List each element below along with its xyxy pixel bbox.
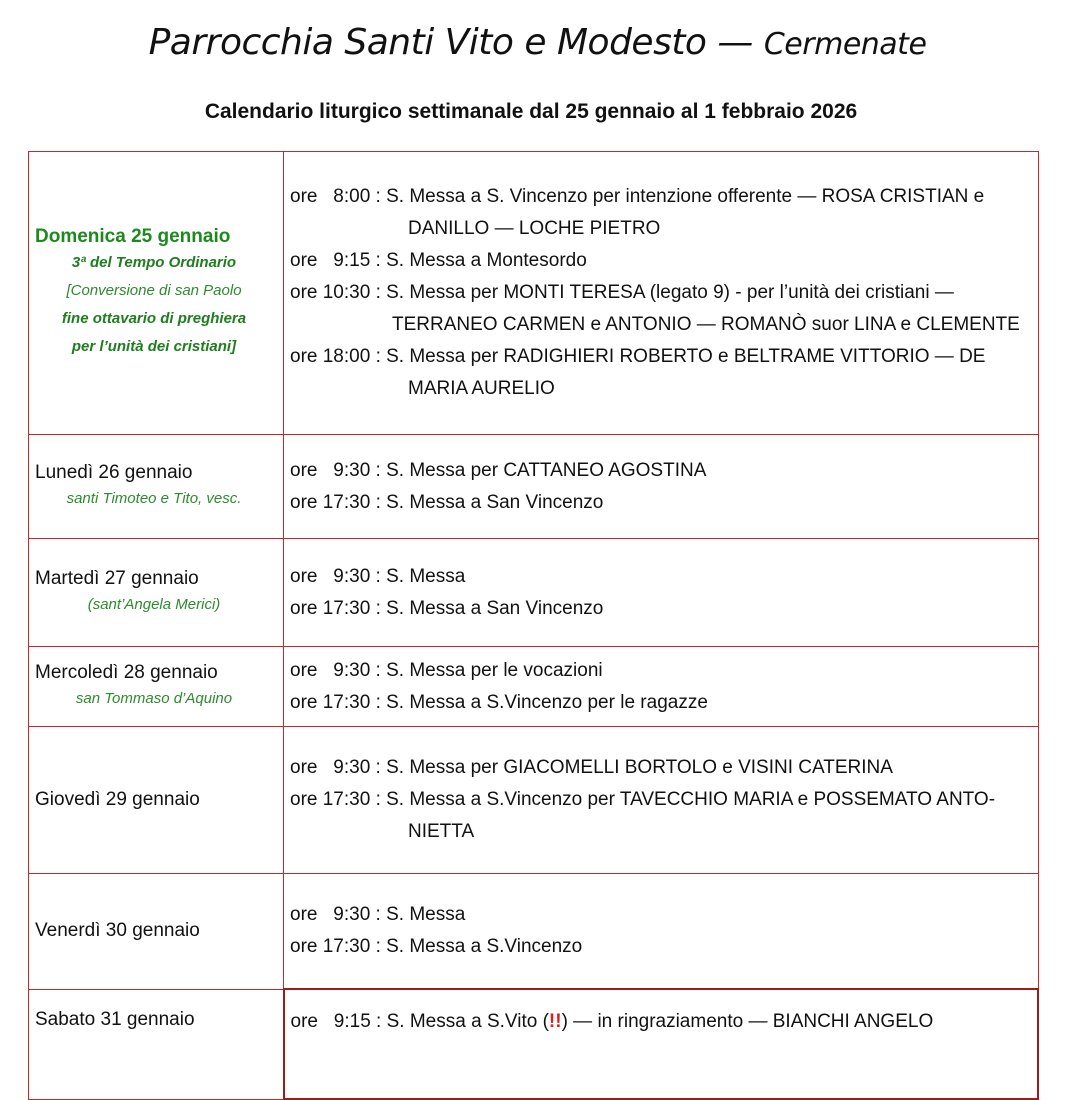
table-row-thursday [29,727,1039,874]
day-name: Giovedì 29 gennaio [35,789,200,810]
day-cell [29,874,284,990]
masses-cell [284,874,1039,990]
table-row-sunday [29,152,1039,435]
day-name: Sabato 31 gennaio [35,1008,195,1030]
mass-time: ore 17:30 : [290,491,387,513]
masses-cell [284,435,1039,539]
mass-time: ore 9:30 : [290,904,387,925]
mass-entry [290,245,1032,277]
mass-text: S. Messa [386,565,466,587]
mass-text-part: ) — in ringraziamento — BIANCHI ANGELO [561,1011,934,1032]
parish-name: Parrocchia Santi Vito e Modesto [148,22,707,63]
mass-time: ore 10:30 : [290,282,387,303]
mass-entry [290,752,1032,784]
town-name: Cermenate [763,27,927,62]
day-cell [29,727,284,874]
masses-cell [284,539,1039,647]
mass-text: S. Messa per GIACOMELLI BORTOLO e VISINI CATERINA [386,757,893,778]
table-row-saturday [29,989,1039,1099]
feast-note: 3ª del Tempo Ordinario [71,254,237,271]
mass-time: ore 9:15 : [290,1011,387,1032]
mass-entry [290,181,1032,245]
day-name: Venerdì 30 gennaio [35,920,200,942]
calendar-subtitle: Calendario liturgico settimanale dal 25 gennaio al 1 febbraio 2026 [204,100,858,123]
mass-text: S. Messa per CATTANEO AGOSTINA [386,459,707,481]
mass-time: ore 17:30 : [290,789,387,810]
mass-time: ore 17:30 : [290,597,387,619]
day-cell [29,435,284,539]
mass-entry [290,487,1032,519]
title-dash: — [706,22,764,63]
mass-text: S. Messa a S.Vincenzo [386,936,583,957]
mass-text: S. Messa a San Vincenzo [386,491,604,513]
day-name: Mercoledì 28 gennaio [35,661,218,683]
day-cell [29,152,284,435]
mass-text-continued: DANILLO — LOCHE PIETRO [408,218,661,239]
mass-text: S. Messa a San Vincenzo [386,597,604,619]
mass-text-continued: TERRANEO CARMEN e ANTONIO — ROMANÒ suor LINA e CLEMENTE [392,314,1020,335]
mass-text: S. Messa per MONTI TERESA (legato 9) - per l’unità dei cristiani — [386,282,954,303]
mass-text: S. Messa per RADIGHIERI ROBERTO e BELTRAME VITTORIO — DE [386,346,986,367]
feast-note: per l’unità dei cristiani] [71,338,237,355]
day-cell [29,539,284,647]
feast-note: [Conversione di san Paolo [66,282,242,299]
day-cell [29,989,284,1099]
day-name: Domenica 25 gennaio [35,226,231,247]
masses-cell [284,647,1039,727]
mass-entry [290,784,1032,848]
masses-cell [284,989,1039,1099]
mass-entry [290,687,1032,719]
mass-entry [290,593,1032,625]
mass-entry [290,931,1032,963]
feast-note: san Tommaso d’Aquino [75,689,233,707]
feast-note: santi Timoteo e Tito, vesc. [66,489,242,507]
mass-entry [290,561,1032,593]
mass-time: ore 17:30 : [290,936,387,957]
mass-entry [290,455,1032,487]
mass-time: ore 18:00 : [290,346,387,367]
parish-title [0,22,1075,63]
feast-note: fine ottavario di preghiera [61,310,247,327]
day-name: Martedì 27 gennaio [35,567,199,589]
mass-time: ore 9:30 : [290,459,387,481]
mass-entry [291,1006,1032,1038]
masses-cell [284,152,1039,435]
feast-note: (sant’Angela Merici) [87,595,221,613]
table-row-wednesday [29,647,1039,727]
mass-text [387,1006,1031,1038]
mass-time: ore 9:15 : [290,250,387,271]
mass-entry [290,899,1032,931]
day-name: Lunedì 26 gennaio [35,461,193,483]
mass-text-continued: MARIA AURELIO [408,378,555,399]
mass-text: S. Messa [386,904,466,925]
mass-text: S. Messa a Montesordo [386,250,587,271]
mass-text-continued: NIETTA [408,821,475,842]
mass-text-part: S. Messa a S.Vito ( [386,1011,549,1032]
liturgical-calendar-table [28,151,1039,1100]
mass-text: S. Messa a S.Vincenzo per TAVECCHIO MARIA e POSSEMATO ANTO- [386,789,996,810]
mass-entry [290,341,1032,405]
mass-time: ore 9:30 : [290,659,387,681]
table-row-tuesday [29,539,1039,647]
mass-text: S. Messa a S. Vincenzo per intenzione offerente — ROSA CRISTIAN e [386,186,985,207]
mass-time: ore 17:30 : [290,691,387,713]
mass-text: S. Messa a S.Vincenzo per le ragazze [386,691,708,713]
alert-marks: !! [548,1011,562,1032]
masses-cell [284,727,1039,874]
table-row-monday [29,435,1039,539]
day-cell [29,647,284,727]
mass-text: S. Messa per le vocazioni [386,659,603,681]
mass-time: ore 9:30 : [290,565,387,587]
mass-time: ore 9:30 : [290,757,387,778]
table-row-friday [29,874,1039,990]
mass-entry [290,655,1032,687]
mass-time: ore 8:00 : [290,186,387,207]
mass-entry [290,277,1032,341]
